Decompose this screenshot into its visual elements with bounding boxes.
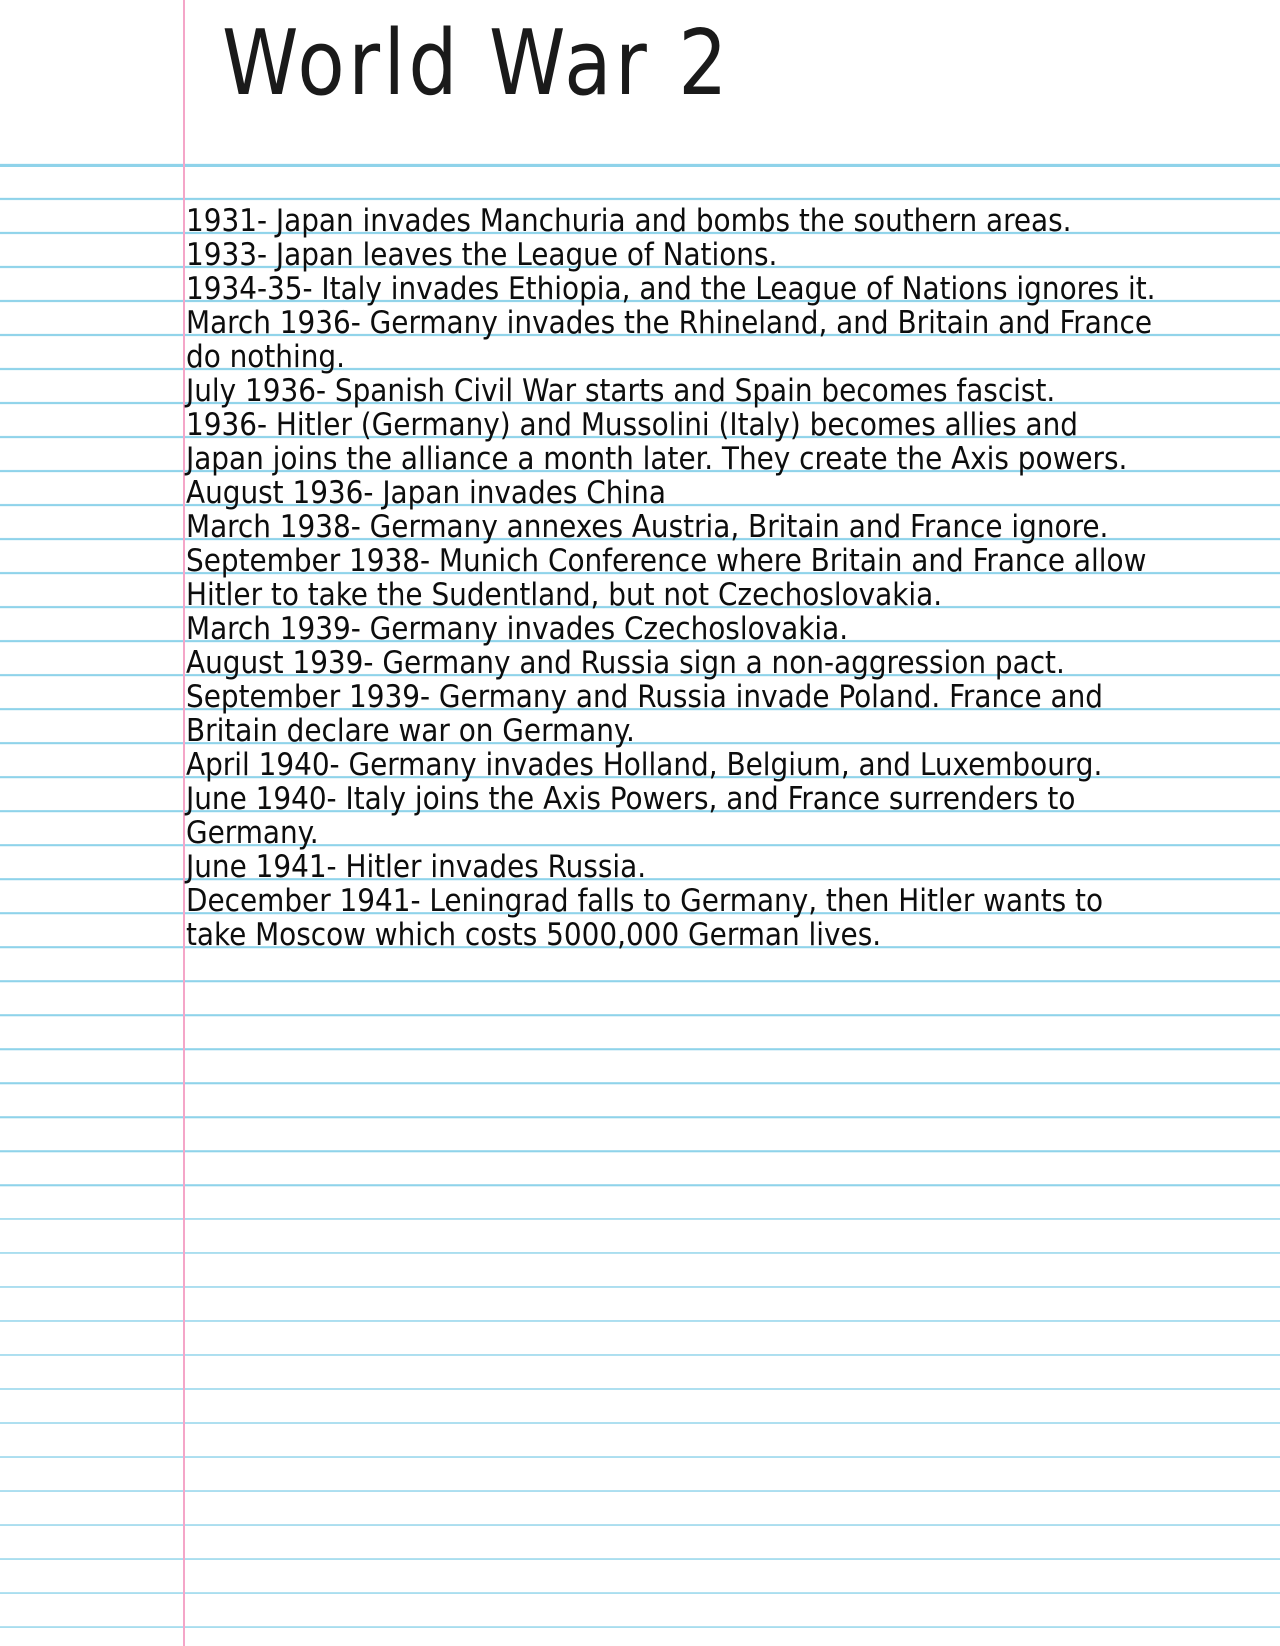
note-line: 1934-35- Italy invades Ethiopia, and the League of Nations ignores it. [186, 271, 1156, 307]
note-line: March 1939- Germany invades Czechoslovakia. [186, 611, 849, 647]
note-line: 1936- Hitler (Germany) and Mussolini (Italy) becomes allies and [186, 407, 1078, 443]
note-line: March 1938- Germany annexes Austria, Britain and France ignore. [186, 509, 1109, 545]
note-line: do nothing. [186, 339, 345, 375]
note-line: June 1941- Hitler invades Russia. [186, 849, 647, 885]
note-line: December 1941- Leningrad falls to Germany, then Hitler wants to [186, 883, 1104, 919]
margin-line [183, 0, 185, 1646]
timeline-notes [186, 204, 1271, 952]
note-line: 1933- Japan leaves the League of Nations. [186, 237, 778, 273]
page-title: World War 2 [222, 11, 731, 116]
note-line: Hitler to take the Sudentland, but not Czechoslovakia. [186, 577, 943, 613]
note-line: July 1936- Spanish Civil War starts and Spain becomes fascist. [186, 373, 1056, 409]
note-line: Britain declare war on Germany. [186, 713, 635, 749]
note-line: March 1936- Germany invades the Rhineland, and Britain and France [186, 305, 1152, 341]
note-line: August 1939- Germany and Russia sign a non-aggression pact. [186, 645, 1065, 681]
note-line: April 1940- Germany invades Holland, Belgium, and Luxembourg. [186, 747, 1103, 783]
note-line: September 1939- Germany and Russia invade Poland. France and [186, 679, 1103, 715]
note-line: August 1936- Japan invades China [186, 475, 666, 511]
note-line: June 1940- Italy joins the Axis Powers, and France surrenders to [186, 781, 1076, 817]
note-line: 1931- Japan invades Manchuria and bombs the southern areas. [186, 203, 1072, 239]
note-line: take Moscow which costs 5000,000 German lives. [186, 917, 882, 953]
ruled-line [0, 165, 1280, 167]
note-line: September 1938- Munich Conference where Britain and France allow [186, 543, 1147, 579]
note-line: Japan joins the alliance a month later. They create the Axis powers. [186, 441, 1128, 477]
note-line: Germany. [186, 815, 319, 851]
